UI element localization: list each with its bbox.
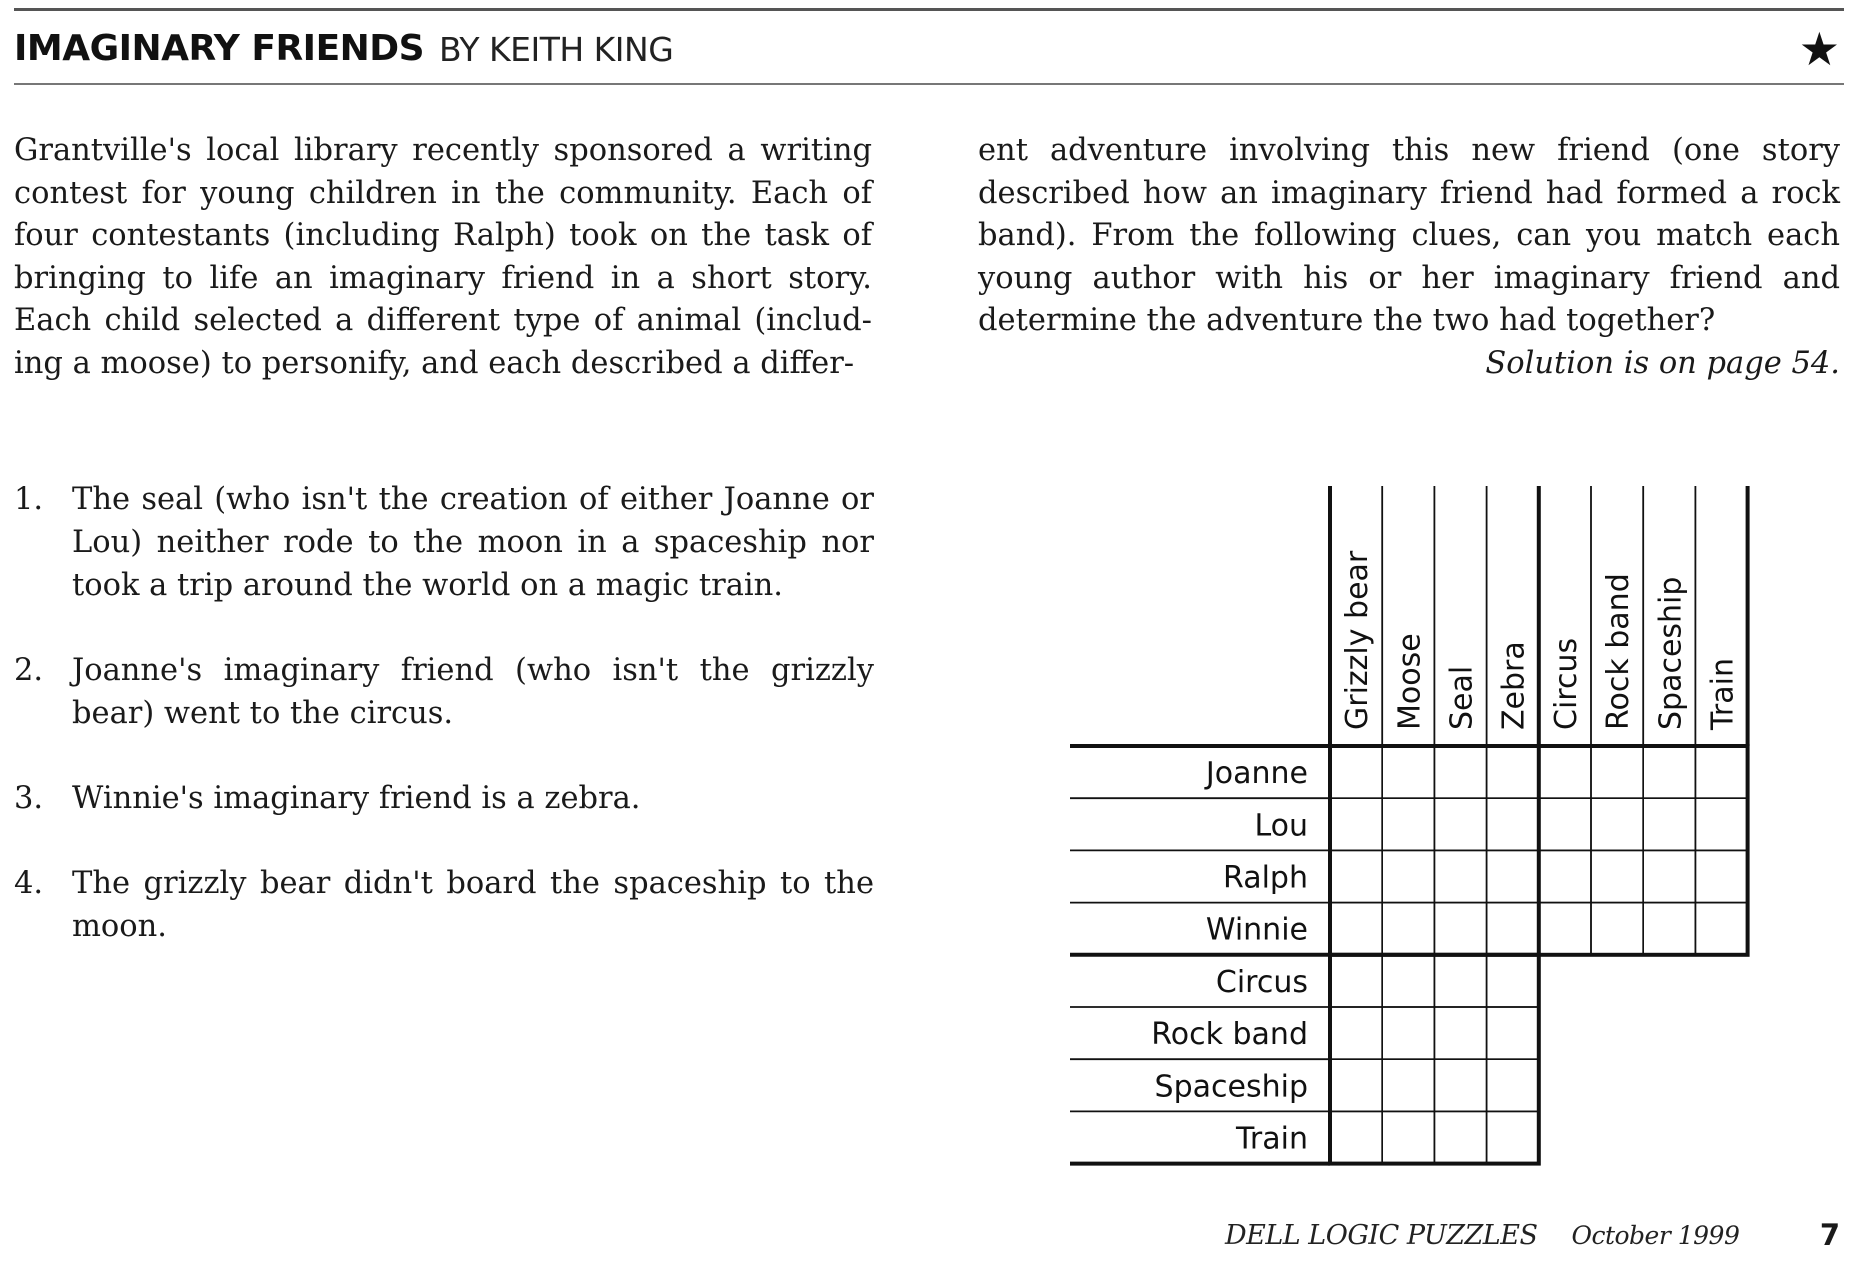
header-rule [14,83,1844,85]
clue-item [14,777,874,820]
column-header: Circus [1548,637,1584,730]
grid-cell [1330,746,1382,798]
grid-cell [1643,903,1695,955]
difficulty-star-icon: ★ [1798,22,1840,76]
grid-cell [1434,955,1486,1007]
column-header: Moose [1392,633,1428,730]
column-header: Seal [1444,665,1480,730]
grid-cell [1487,746,1539,798]
clue-number: 4. [14,866,44,901]
intro-text-left: Grantville's local library recently sponsored a writing contest for young children in the community. Each of four contestants (including Ralph) took on the task of bringing to life an imaginary friend in a short story. Each child selected a different type of animal (includ-ing a moose) to personify, and each described a differ- [14,133,872,381]
grid-cell [1434,1111,1486,1163]
grid-cell [1695,746,1747,798]
row-label: Joanne [1205,756,1308,792]
grid-cell [1330,1007,1382,1059]
grid-cell [1487,1059,1539,1111]
column-header: Zebra [1496,641,1532,730]
clue-number: 1. [14,482,44,517]
grid-cell [1382,1007,1434,1059]
grid-cell [1591,798,1643,850]
grid-cell [1330,1111,1382,1163]
grid-cell [1330,1059,1382,1111]
grid-cell [1382,746,1434,798]
grid-cell [1487,1007,1539,1059]
row-label: Winnie [1205,912,1308,948]
grid-cell [1330,903,1382,955]
grid-cell [1434,1007,1486,1059]
grid-cell [1487,955,1539,1007]
grid-cell [1330,850,1382,902]
grid-cell [1434,1059,1486,1111]
intro-text-right: ent adventure involving this new friend (one story described how an imaginary friend had formed a rock band). From the following clues, can you match each young author with his or her imaginary friend and determine the adventure the two had together? [978,133,1840,338]
grid-cell [1330,955,1382,1007]
column-header: Grizzly bear [1340,550,1376,730]
logic-grid [1070,486,1750,1166]
grid-cell [1695,798,1747,850]
grid-cell [1539,746,1591,798]
puzzle-byline: BY KEITH KING [439,30,674,69]
grid-cell [1695,903,1747,955]
row-label: Train [1236,1121,1308,1157]
puzzle-title: IMAGINARY FRIENDS [14,28,425,69]
grid-cell [1591,746,1643,798]
row-label: Lou [1254,808,1308,844]
grid-cell [1382,955,1434,1007]
grid-cell [1487,798,1539,850]
grid-cell [1695,850,1747,902]
grid-cell [1539,850,1591,902]
grid-cell [1539,903,1591,955]
grid-cell [1643,850,1695,902]
grid-cell [1487,903,1539,955]
grid-cell [1591,903,1643,955]
row-label: Circus [1215,964,1308,1000]
logic-grid-svg [1070,486,1750,1166]
clue-number: 2. [14,653,44,688]
clue-item [14,478,874,607]
grid-cell [1382,903,1434,955]
grid-cell [1487,1111,1539,1163]
row-label: Spaceship [1154,1069,1308,1105]
grid-cell [1487,850,1539,902]
clue-text: Joanne's imaginary friend (who isn't the grizzly bear) went to the circus. [72,653,874,731]
footer [1225,1220,1739,1251]
grid-cell [1434,746,1486,798]
clue-item [14,862,874,948]
clue-text: The seal (who isn't the creation of either Joanne or Lou) neither rode to the moon in a spaceship nor took a trip around the world on a magic train. [72,482,874,603]
clue-list [14,478,874,990]
clue-text: The grizzly bear didn't board the spaceship to the moon. [72,866,874,944]
solution-note: Solution is on page 54. [1485,345,1840,381]
top-rule [14,8,1844,11]
clue-item [14,649,874,735]
issue-date: October 1999 [1571,1221,1740,1250]
intro-left-column [14,130,872,385]
column-header: Spaceship [1653,576,1689,730]
intro-right-column [978,130,1840,385]
row-label: Rock band [1151,1017,1308,1053]
grid-cell [1434,903,1486,955]
grid-cell [1434,798,1486,850]
row-label: Ralph [1223,860,1308,896]
grid-cell [1382,850,1434,902]
publication-name: DELL LOGIC PUZZLES [1225,1220,1538,1251]
grid-cell [1382,798,1434,850]
clue-text: Winnie's imaginary friend is a zebra. [72,781,641,816]
column-header: Train [1705,658,1741,730]
grid-cell [1382,1059,1434,1111]
grid-cell [1643,746,1695,798]
clue-number: 3. [14,781,44,816]
column-header: Rock band [1601,573,1637,730]
page-number: 7 [1819,1218,1840,1252]
grid-cell [1434,850,1486,902]
grid-cell [1591,850,1643,902]
grid-cell [1539,798,1591,850]
grid-cell [1382,1111,1434,1163]
puzzle-header [14,22,1844,74]
grid-cell [1643,798,1695,850]
grid-cell [1330,798,1382,850]
